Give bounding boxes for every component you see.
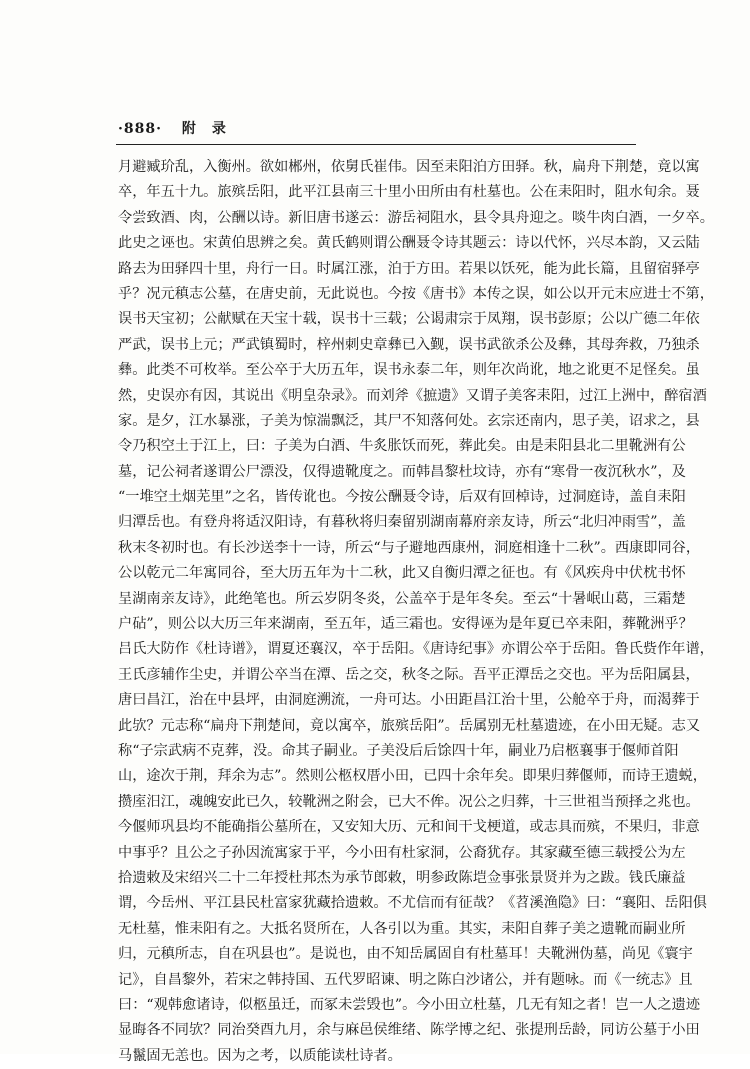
text-line: 乎？况元稹志公墓，在唐史前，无此说也。今按《唐书》本传之误，如公以开元末应进士不第， (118, 285, 714, 302)
text-line: 拾遗敕及宋绍兴二十二年授杜邦杰为承节郎敕，明参政陈垲佥事张景贤并为之跋。钱氏廉益 (118, 869, 686, 886)
text-line: 无杜墓，惟耒阳有之。大抵名贤所在，人各引以为重。其实，耒阳自葬子美之遗靴而嗣业所 (118, 920, 686, 937)
text-line: 中事乎？且公之子孙因流寓家于平，今小田有杜家洞，公裔犹存。其家藏至德三载授公为左 (118, 844, 686, 861)
text-line: 秋末冬初时也。有长沙送李十一诗，所云“与子避地西康州，洞庭相逢十二秋”。西康即同谷， (118, 539, 701, 556)
text-line: 令尝致酒、肉，公酬以诗。新旧唐书遂云：游岳祠阻水，县令具舟迎之。啖牛肉白酒，一夕卒。 (118, 209, 714, 226)
text-line: 今偃师巩县均不能确指公墓所在，又安知大历、元和间干戈梗道，或志具而殡，不果归，非意 (118, 819, 700, 836)
text-line: 误书天宝初；公献赋在天宝十载，误书十三载；公谒肃宗于凤翔，误书彭原；公以广德二年依 (118, 311, 700, 328)
text-line: 归潭岳也。有登舟将适汉阳诗，有暮秋将归秦留别湖南幕府亲友诗，所云“北归冲雨雪”，盖 (118, 514, 686, 531)
text-line: 严武，误书上元；严武镇蜀时，梓州刺史章彝已入觐，误书武欲杀公及彝，其母奔救，乃独杀 (118, 336, 700, 353)
text-line: 卒，年五十九。旅殡岳阳，此平江县南三十里小田所由有杜墓也。公在耒阳时，阻水旬余。聂 (118, 184, 700, 201)
text-line: 墓，记公祠者遂谓公尸漂没，仅得遗靴度之。而韩昌黎杜坟诗，亦有“寒骨一夜沉秋水”，及 (118, 463, 686, 480)
section-title: 附 录 (181, 121, 227, 137)
body-text (118, 155, 714, 1069)
text-line: 此史之诬也。宋黄伯思辨之矣。黄氏鹤则谓公酬聂令诗其题云：诗以代怀，兴尽本韵，又云陆 (118, 235, 700, 252)
text-line: 然，史误亦有因，其说出《明皇杂录》。而刘斧《摭遗》又谓子美客耒阳，过江上洲中，醉宿酒 (118, 387, 707, 404)
text-line: 家。是夕，江水暴涨，子美为惊湍飘泛，其尸不知落何处。玄宗还南内，思子美，诏求之，县 (118, 412, 700, 429)
text-line: 此欤？元志称“扁舟下荆楚间，竟以寓卒，旅殡岳阳”。岳属别无杜墓遗迹，在小田无疑。志又 (118, 717, 701, 734)
text-line: 公以乾元二年寓同谷，至大历五年为十二秋，此又自衡归潭之征也。有《风疾舟中伏枕书怀 (118, 565, 686, 582)
text-line: 唐曰昌江，治在中县坪，由洞庭溯流，一舟可达。小田距昌江治十里，公舱卒于舟，而渴葬于 (118, 692, 700, 709)
text-line: 令乃积空土于江上，曰：子美为白酒、牛炙胀饫而死，葬此矣。由是耒阳县北二里靴洲有公 (118, 438, 686, 455)
text-line: 曰：“观韩愈诸诗，似柩虽迁，而冢未尝毁也”。今小田立杜墓，几无有知之者！岂一人之遗迹 (118, 996, 701, 1013)
text-line: 彝。此类不可枚举。至公卒于大历五年，误书永泰二年，则年次尚讹，地之讹更不足怪矣。虽 (118, 362, 700, 379)
text-line: 显晦各不同欤？同治癸酉九月，余与麻邑侯维绪、陈学博之纪、张提刑岳龄，同访公墓于小田 (118, 1022, 700, 1039)
text-line: 户砧”，则公以大历三年来湖南，至五年，适三霜也。安得诬为是年夏已卒耒阳，葬靴洲乎？ (118, 616, 693, 633)
text-line: 马鬣固无恙也。因为之考，以质能读杜诗者。 (118, 1047, 402, 1064)
text-line: 归，元稹所志，自在巩县也”。是说也，由不知岳属固自有杜墓耳！夫靴洲伪墓，尚见《寰宇 (118, 946, 693, 963)
text-line: “一堆空土烟芜里”之名，皆传讹也。今按公酬聂令诗，后双有回棹诗，过洞庭诗，盖自耒阳 (118, 489, 686, 506)
text-line: 记》，自昌黎外，若宋之韩持国、五代罗昭谏、明之陈白沙诸公，并有题咏。而《一统志》且 (118, 971, 693, 988)
text-line: 王氏彦辅作尘史，并谓公卒当在潭、岳之交，秋冬之际。吾平正潭岳之交也。平为岳阳属县， (118, 666, 700, 683)
text-line: 山，途次于荆，拜余为志”。然则公柩权厝小田，已四十余年矣。即果归葬偃师，而诗王遗蜕， (118, 768, 707, 785)
text-line: 谓，今岳州、平江县民杜富家犹藏拾遗敕。不尤信而有征哉？《苕溪渔隐》曰：“襄阳、岳阳俱 (118, 895, 707, 912)
header-rule (116, 144, 636, 145)
text-line: 呈湖南亲友诗》，此绝笔也。所云岁阴冬炎，公盖卒于是年冬矣。至云“十暑岷山葛，三霜楚 (118, 590, 686, 607)
text-line: 攒庢汨江，魂魄安此已久，较靴洲之附会，已大不侔。况公之归葬，十三世祖当预择之兆也。 (118, 793, 700, 810)
text-line: 称“子宗武病不克葬，没。命其子嗣业。子美没后后馀四十年，嗣业乃启柩襄事于偃师首阳 (118, 742, 679, 759)
text-line: 路去为田驿四十里，舟行一日。时属江涨，泊于方田。若果以饫死，能为此长篇，且留宿驿亭 (118, 260, 700, 277)
text-line: 吕氏大防作《杜诗谱》，谓夏还襄汉，卒于岳阳。《唐诗纪事》亦谓公卒于岳阳。鲁氏赀作年谱， (118, 641, 714, 658)
running-head (118, 118, 227, 138)
page-number: ·888· (118, 121, 162, 137)
text-line: 月避臧玠乱，入衡州。欲如郴州，依舅氏崔伟。因至耒阳泊方田驿。秋，扁舟下荆楚，竟以寓 (118, 159, 700, 175)
